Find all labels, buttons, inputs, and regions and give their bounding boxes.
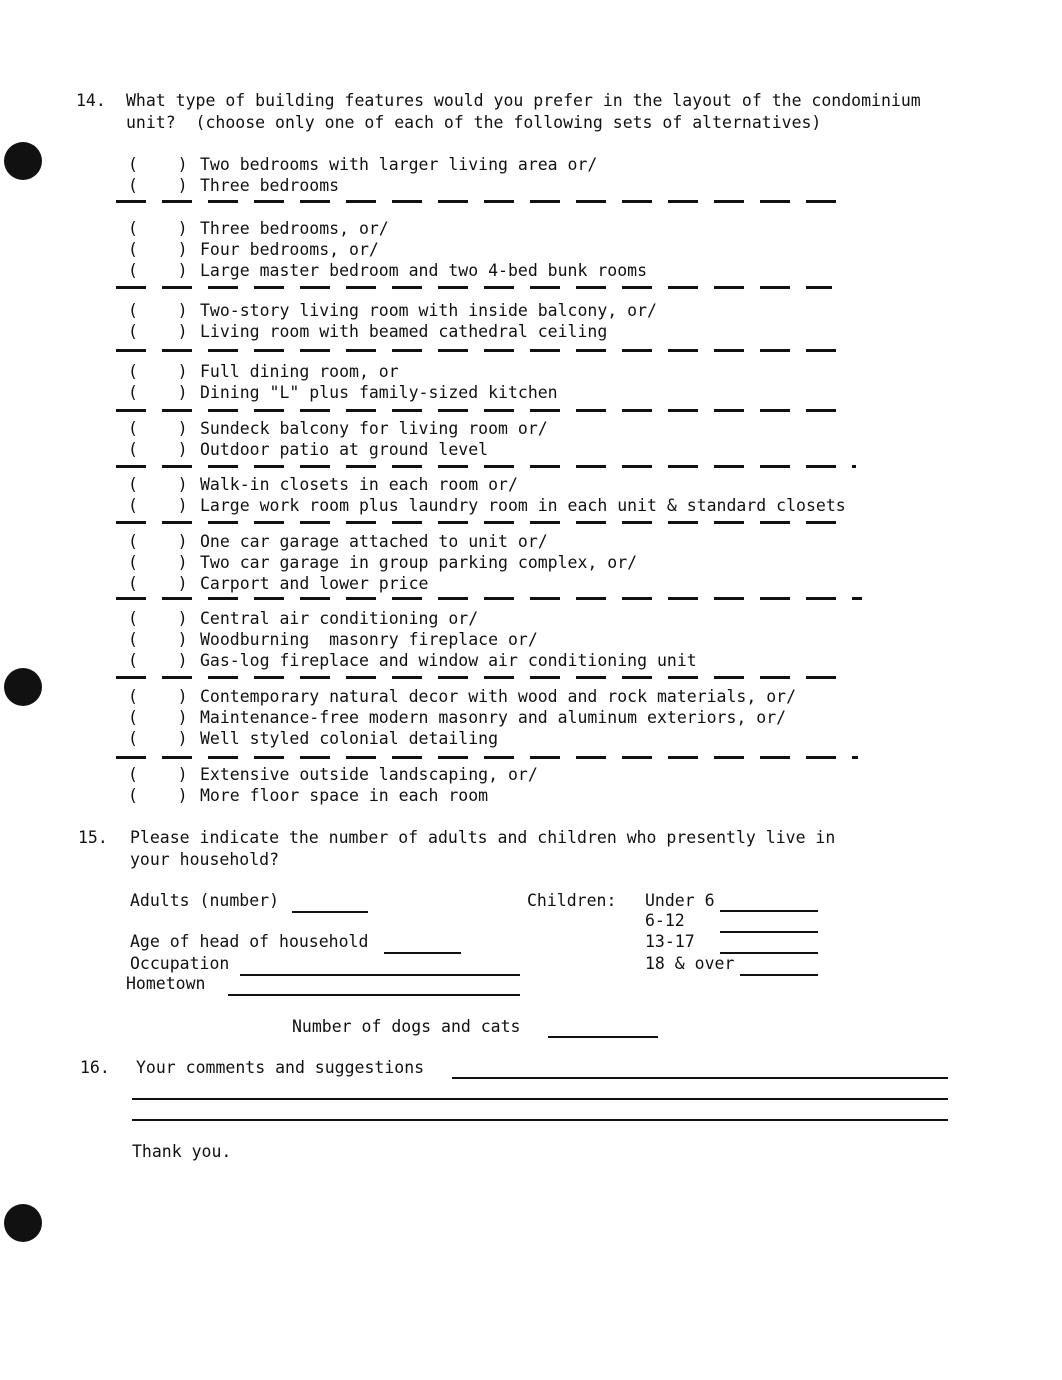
option-checkbox[interactable]: ( ) Two bedrooms with larger living area or/ (128, 155, 598, 174)
option-label: Central air conditioning or/ (200, 609, 479, 628)
option-checkbox[interactable]: ( ) Living room with beamed cathedral ceiling (128, 322, 608, 341)
hometown-label: Hometown (126, 974, 206, 993)
option-checkbox[interactable]: ( ) More floor space in each room (128, 786, 489, 805)
option-label: Dining "L" plus family-sized kitchen (200, 383, 558, 402)
thank-you-text: Thank you. (132, 1142, 232, 1161)
group-divider (116, 676, 846, 679)
head-age-label: Age of head of household (130, 932, 369, 951)
option-label: Two bedrooms with larger living area or/ (200, 155, 598, 174)
option-checkbox[interactable]: ( ) Walk-in closets in each room or/ (128, 475, 518, 494)
option-label: Full dining room, or (200, 362, 399, 381)
comments-label: Your comments and suggestions (136, 1058, 425, 1077)
adults-label: Adults (number) (130, 891, 280, 910)
option-checkbox[interactable]: ( ) Maintenance-free modern masonry and aluminum exteriors, or/ (128, 708, 787, 727)
option-label: Four bedrooms, or/ (200, 240, 379, 259)
occupation-input[interactable] (240, 974, 520, 976)
children-under-6-label: Under 6 (645, 891, 715, 910)
comments-input-line-3[interactable] (132, 1119, 948, 1121)
option-checkbox[interactable]: ( ) Gas-log fireplace and window air conditioning unit (128, 651, 697, 670)
option-checkbox[interactable]: ( ) Woodburning masonry fireplace or/ (128, 630, 538, 649)
option-label: Two car garage in group parking complex, or/ (200, 553, 638, 572)
option-checkbox[interactable]: ( ) Three bedrooms (128, 176, 340, 195)
question-15-line2: your household? (130, 850, 280, 869)
question-14-number: 14. (76, 91, 106, 110)
comments-input-line-1[interactable] (452, 1077, 948, 1079)
option-checkbox[interactable]: ( ) Contemporary natural decor with wood and rock materials, or/ (128, 687, 797, 706)
group-divider (116, 465, 856, 468)
option-label: Sundeck balcony for living room or/ (200, 419, 548, 438)
hometown-input[interactable] (228, 994, 520, 996)
option-label: Carport and lower price (200, 574, 429, 593)
punch-hole-top (4, 142, 42, 180)
option-checkbox[interactable]: ( ) Well styled colonial detailing (128, 729, 499, 748)
option-label: More floor space in each room (200, 786, 489, 805)
option-label: Maintenance-free modern masonry and aluminum exteriors, or/ (200, 708, 787, 727)
children-label: Children: (527, 891, 617, 910)
option-label: Two-story living room with inside balcony, or/ (200, 301, 657, 320)
option-checkbox[interactable]: ( ) Two-story living room with inside balcony, or/ (128, 301, 657, 320)
option-label: Well styled colonial detailing (200, 729, 499, 748)
option-checkbox[interactable]: ( ) Three bedrooms, or/ (128, 219, 389, 238)
option-checkbox[interactable]: ( ) Two car garage in group parking complex, or/ (128, 553, 638, 572)
question-16-number: 16. (80, 1058, 110, 1077)
group-divider (116, 286, 832, 289)
children-13-17-input[interactable] (720, 952, 818, 954)
head-age-input[interactable] (384, 952, 461, 954)
pets-input[interactable] (548, 1036, 658, 1038)
group-divider (116, 521, 840, 524)
option-checkbox[interactable]: ( ) One car garage attached to unit or/ (128, 532, 548, 551)
option-checkbox[interactable]: ( ) Full dining room, or (128, 362, 399, 381)
group-divider (116, 756, 858, 759)
punch-hole-middle (4, 668, 42, 706)
option-checkbox[interactable]: ( ) Dining "L" plus family-sized kitchen (128, 383, 558, 402)
option-checkbox[interactable]: ( ) Large work room plus laundry room in each unit & standard closets (128, 496, 846, 515)
children-under-6-input[interactable] (720, 910, 818, 912)
option-label: Woodburning masonry fireplace or/ (200, 630, 538, 649)
option-label: Large master bedroom and two 4-bed bunk rooms (200, 261, 648, 280)
punch-hole-bottom (4, 1204, 42, 1242)
group-divider (116, 349, 838, 352)
option-label: Outdoor patio at ground level (200, 440, 489, 459)
option-label: One car garage attached to unit or/ (200, 532, 548, 551)
option-label: Extensive outside landscaping, or/ (200, 765, 538, 784)
adults-18-over-label: 18 & over (645, 954, 735, 973)
option-checkbox[interactable]: ( ) Large master bedroom and two 4-bed bunk rooms (128, 261, 648, 280)
option-label: Large work room plus laundry room in each unit & standard closets (200, 496, 846, 515)
option-label: Three bedrooms, or/ (200, 219, 389, 238)
occupation-label: Occupation (130, 954, 230, 973)
option-label: Living room with beamed cathedral ceiling (200, 322, 608, 341)
option-label: Contemporary natural decor with wood and rock materials, or/ (200, 687, 797, 706)
question-14-line2: unit? (choose only one of each of the following sets of alternatives) (126, 113, 822, 132)
children-6-12-input[interactable] (720, 931, 818, 933)
adults-18-over-input[interactable] (740, 974, 818, 976)
option-checkbox[interactable]: ( ) Outdoor patio at ground level (128, 440, 489, 459)
children-13-17-label: 13-17 (645, 932, 695, 951)
option-label: Gas-log fireplace and window air conditioning unit (200, 651, 697, 670)
group-divider (116, 597, 862, 600)
pets-label: Number of dogs and cats (292, 1017, 521, 1036)
question-15-number: 15. (78, 828, 108, 847)
option-checkbox[interactable]: ( ) Four bedrooms, or/ (128, 240, 379, 259)
group-divider (116, 200, 846, 203)
option-label: Walk-in closets in each room or/ (200, 475, 518, 494)
adults-input[interactable] (292, 911, 368, 913)
children-6-12-label: 6-12 (645, 911, 685, 930)
option-checkbox[interactable]: ( ) Sundeck balcony for living room or/ (128, 419, 548, 438)
comments-input-line-2[interactable] (132, 1098, 948, 1100)
question-15-line1: Please indicate the number of adults and children who presently live in (130, 828, 836, 847)
question-14-line1: What type of building features would you prefer in the layout of the condominium (126, 91, 921, 110)
option-checkbox[interactable]: ( ) Carport and lower price (128, 574, 429, 593)
option-checkbox[interactable]: ( ) Central air conditioning or/ (128, 609, 479, 628)
option-checkbox[interactable]: ( ) Extensive outside landscaping, or/ (128, 765, 538, 784)
group-divider (116, 409, 842, 412)
option-label: Three bedrooms (200, 176, 340, 195)
